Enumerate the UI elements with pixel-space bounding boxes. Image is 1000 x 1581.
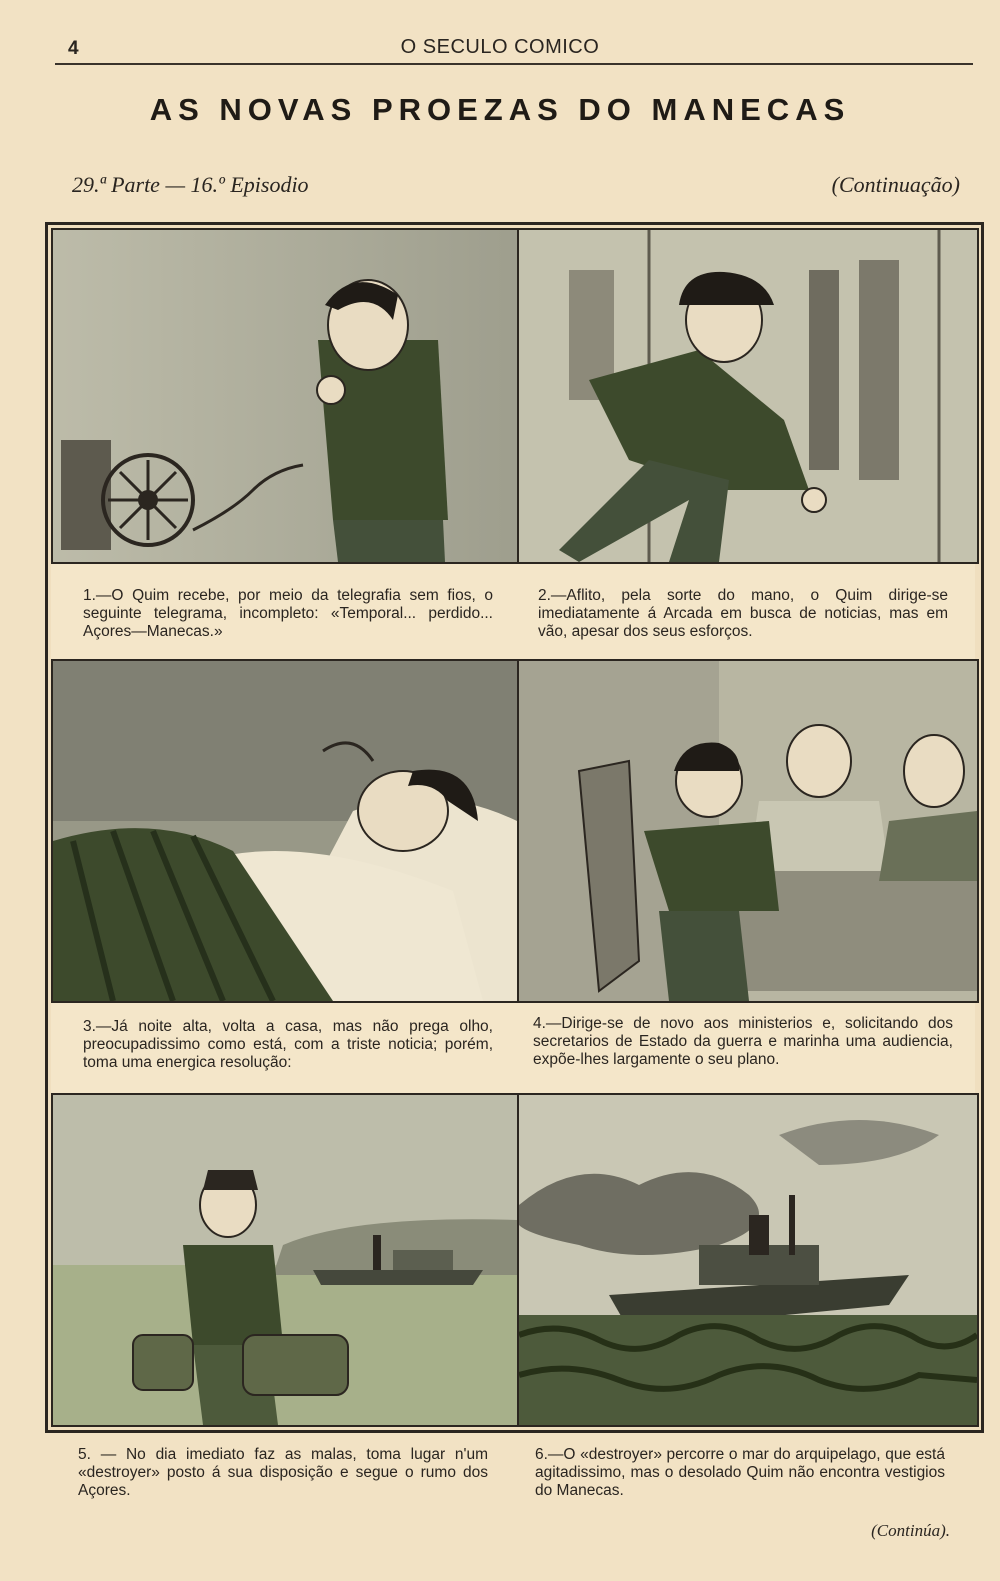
comic-title: AS NOVAS PROEZAS DO MANECAS bbox=[149, 92, 851, 127]
panel-3-caption: 3.—Já noite alta, volta a casa, mas não prega olho, preocupadissimo como está, com a triste noticia; porém, toma uma energica resolução: bbox=[83, 1018, 493, 1071]
panel-2-illustration bbox=[517, 228, 979, 564]
panel-6-caption: 6.—O «destroyer» percorre o mar do arquipelago, que está agitadissimo, mas o desolado Quim não encontra vestigios do Manecas. bbox=[535, 1446, 945, 1499]
panel-5-illustration bbox=[51, 1093, 519, 1427]
continuation-label: (Continuação) bbox=[831, 172, 960, 197]
page-number: 4 bbox=[68, 38, 79, 59]
panel-5-caption: 5. — No dia imediato faz as malas, toma lugar n'um «destroyer» posto á sua disposição e segue o rumo dos Açores. bbox=[78, 1446, 488, 1499]
publication-title: O SECULO COMICO bbox=[400, 36, 600, 58]
panel-4-caption: 4.—Dirige-se de novo aos ministerios e, solicitando dos secretarios de Estado da guerra e marinha uma audiencia, expõe-lhes largamente o seu plano. bbox=[533, 1015, 953, 1068]
panel-2-caption: 2.—Aflito, pela sorte do mano, o Quim dirige-se imediatamente á Arcada em busca de noticias, mas em vão, apesar dos seus esforços. bbox=[538, 587, 948, 640]
continua-note: (Continúa). bbox=[871, 1521, 950, 1540]
panel-3-illustration bbox=[51, 659, 519, 1003]
panel-6-illustration bbox=[517, 1093, 979, 1427]
comic-board bbox=[45, 222, 984, 1433]
panel-1-illustration bbox=[51, 228, 519, 564]
header-rule bbox=[55, 63, 973, 65]
panel-4-illustration bbox=[517, 659, 979, 1003]
panel-1-caption: 1.—O Quim recebe, por meio da telegrafia sem fios, o seguinte telegrama, incompleto: «Temporal... perdido... Açores—Manecas.» bbox=[83, 587, 493, 640]
episode-label: 29.ª Parte — 16.º Episodio bbox=[72, 172, 309, 197]
